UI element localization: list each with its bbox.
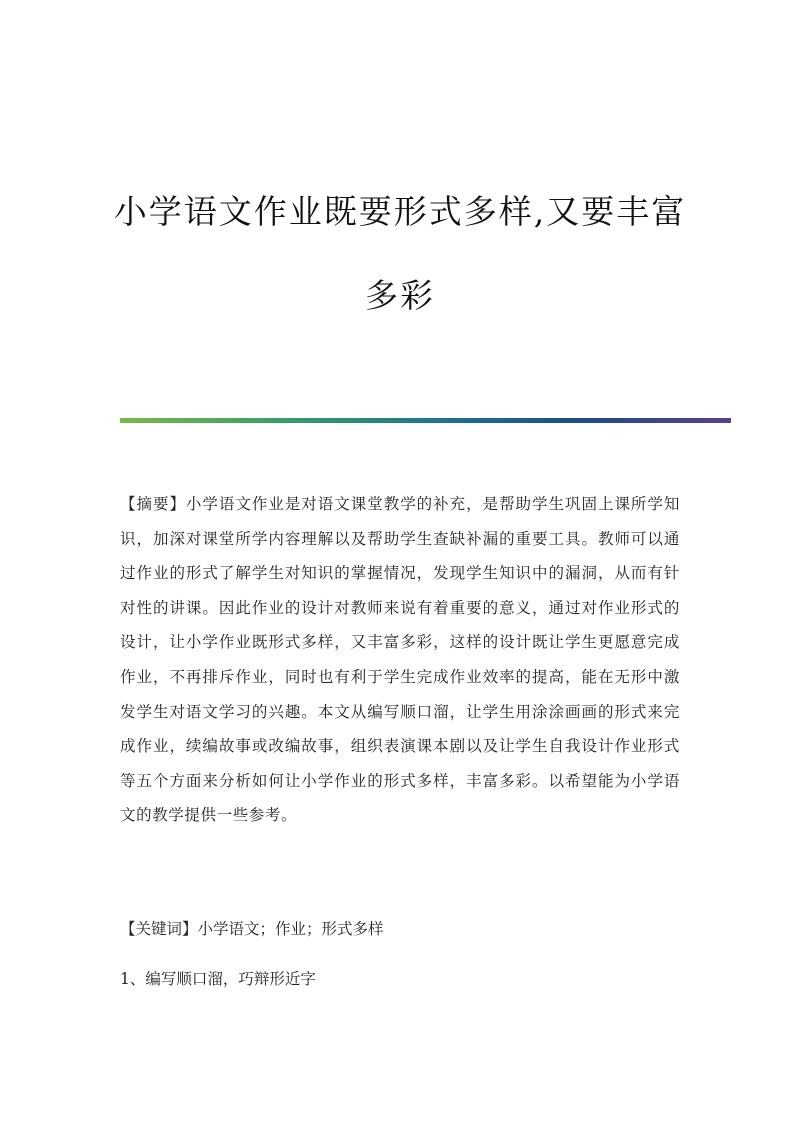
gradient-divider — [120, 418, 731, 423]
document-title-line-1: 小学语文作业既要形式多样,又要丰富 — [113, 192, 687, 231]
document-title-line-2: 多彩 — [365, 276, 435, 315]
abstract-paragraph: 【摘要】小学语文作业是对语文课堂教学的补充，是帮助学生巩固上课所学知识，加深对课堂所学内容理解以及帮助学生查缺补漏的重要工具。教师可以通过作业的形式了解学生对知识的掌握情况，发现学生知识中的漏洞，从而有针对性的讲课。因此作业的设计对教师来说有着重要的意义，通过对作业形式的设计，让小学作业既形式多样，又丰富多彩，这样的设计既让学生更愿意完成作业，不再排斥作业，同时也有利于学生完成作业效率的提高，能在无形中激发学生对语文学习的兴趣。本文从编写顺口溜，让学生用涂涂画画的形式来完成作业，续编故事或改编故事，组织表演课本剧以及让学生自我设计作业形式等五个方面来分析如何让小学作业的形式多样，丰富多彩。以希望能为小学语文的教学提供一些参考。 — [120, 495, 680, 825]
section-heading-1: 1、编写顺口溜，巧辩形近字 — [120, 970, 316, 988]
keywords-line: 【关键词】小学语文；作业；形式多样 — [120, 920, 384, 938]
